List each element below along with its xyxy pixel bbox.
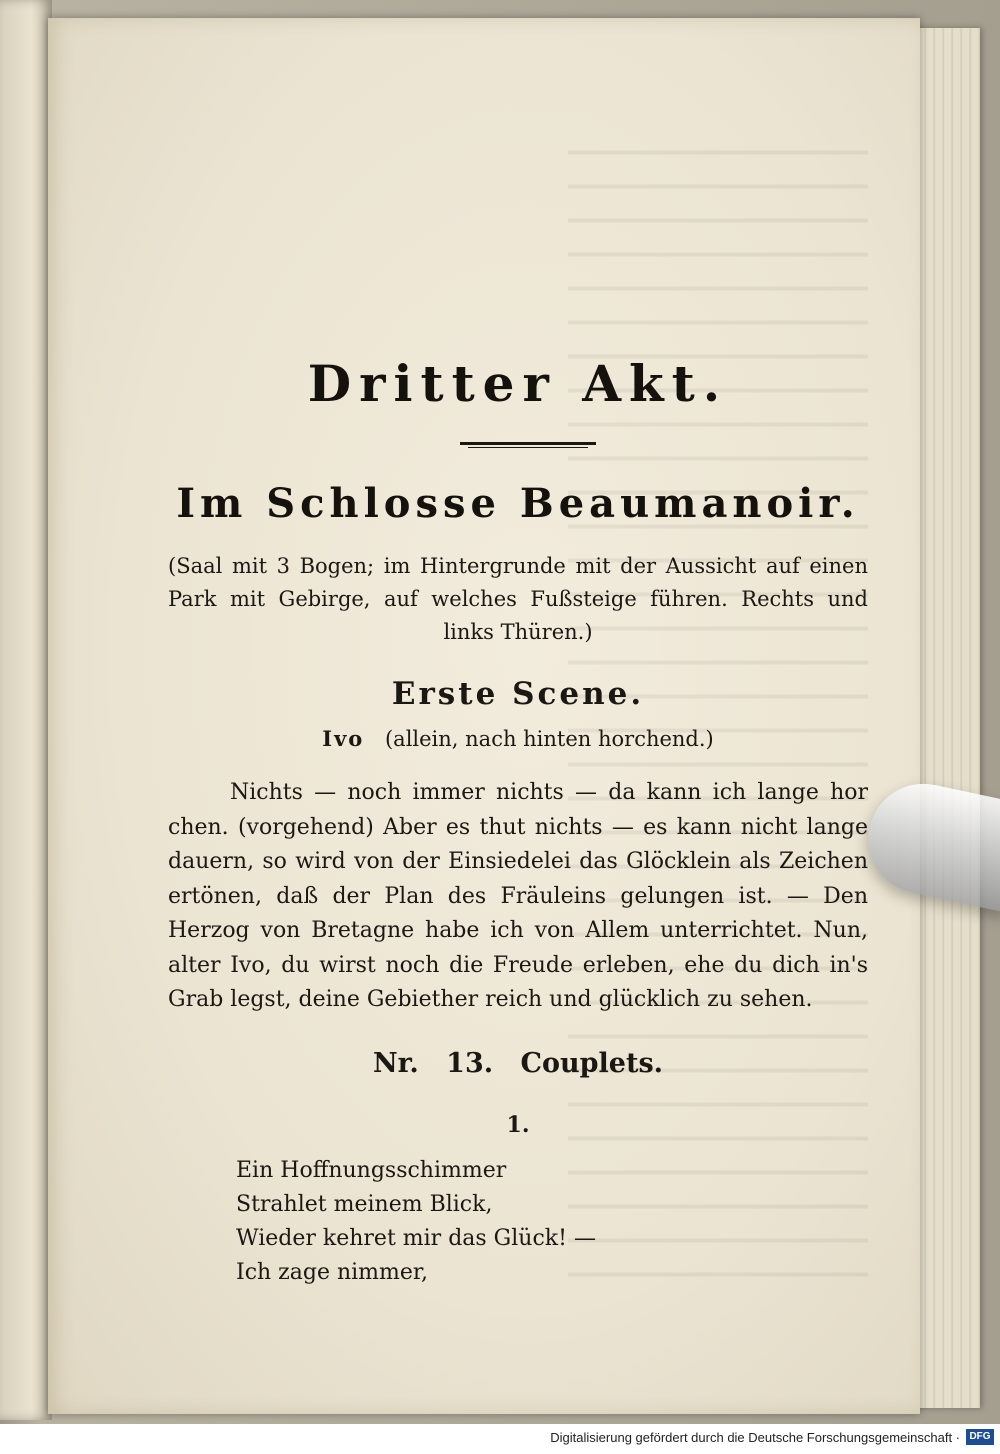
footer-credit: Digitalisierung gefördert durch die Deutsche Forschungsgemeinschaft · bbox=[550, 1430, 960, 1445]
verse bbox=[236, 1154, 736, 1290]
speech-line: ertönen, daß der Plan des Fräuleins gelungen ist. — Den bbox=[168, 883, 868, 909]
speaker-name: Ivo bbox=[322, 726, 365, 751]
number-heading: Nr. 13. Couplets. bbox=[372, 1048, 664, 1079]
footer-bar bbox=[0, 1424, 1000, 1454]
title-rule bbox=[460, 442, 596, 445]
speaker-line bbox=[168, 726, 868, 751]
speaker-direction: (allein, nach hinten horchend.) bbox=[384, 727, 714, 751]
speech-line: dauern, so wird von der Einsiedelei das Glöcklein als Zeichen bbox=[168, 849, 868, 874]
verse-line: Ein Hoffnungsschimmer bbox=[236, 1158, 507, 1183]
location-title: Im Schlosse Beaumanoir. bbox=[176, 480, 860, 527]
left-page-edge bbox=[0, 0, 52, 1420]
verse-number: 1. bbox=[506, 1112, 530, 1138]
verse-line: Strahlet meinem Blick, bbox=[236, 1192, 493, 1217]
speech-line: alter Ivo, du wirst noch die Freude erleben, ehe du dich in's bbox=[168, 952, 868, 978]
dfg-logo: DFG bbox=[966, 1429, 994, 1445]
verse-line: Wieder kehret mir das Glück! — bbox=[236, 1226, 596, 1251]
speech-line: Nichts — noch immer nichts — da kann ich lange hor bbox=[230, 780, 868, 805]
speech-line: chen. (vorgehend) Aber es thut nichts — es kann nicht lange bbox=[168, 814, 868, 840]
speech-line: Herzog von Bretagne habe ich von Allem unterrichtet. Nun, bbox=[168, 918, 868, 943]
act-title: Dritter Akt. bbox=[307, 354, 729, 413]
book-page bbox=[48, 18, 920, 1414]
verse-line: Ich zage nimmer, bbox=[236, 1260, 429, 1285]
speech-paragraph bbox=[168, 776, 868, 1018]
scene-title: Erste Scene. bbox=[391, 676, 645, 712]
stage-direction: (Saal mit 3 Bogen; im Hintergrunde mit der Aussicht auf einen Park mit Gebirge, auf welches Fußsteige führen. Rechts und links Thüren.) bbox=[168, 554, 868, 644]
speech-line: Grab legst, deine Gebiether reich und glücklich zu sehen. bbox=[168, 987, 813, 1012]
